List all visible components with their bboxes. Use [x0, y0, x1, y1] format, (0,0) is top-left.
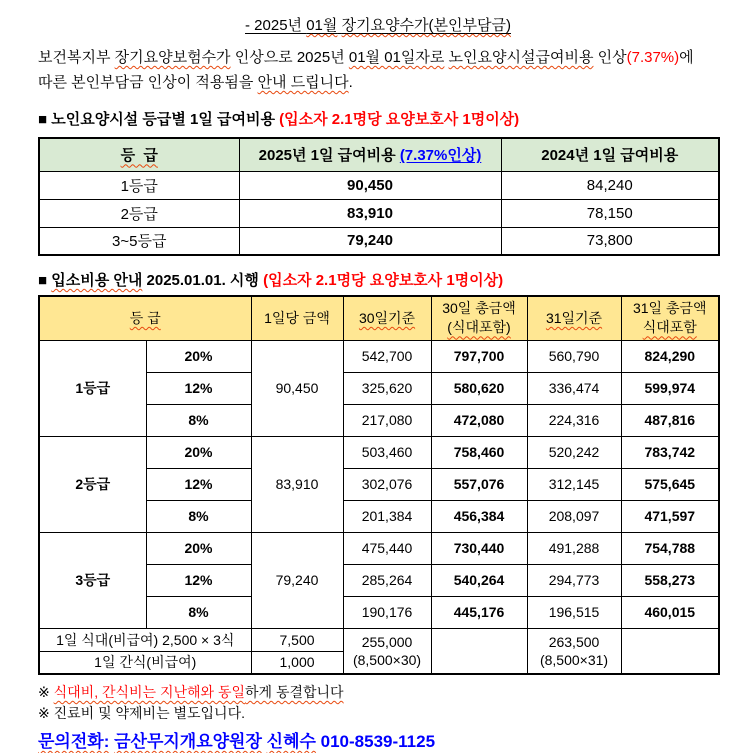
- note-meal-freeze: ※ 식대비, 간식비는 지난해와 동일하게 동결합니다: [38, 684, 344, 700]
- total-30day-cell: 445,176: [431, 596, 527, 628]
- document-title-text: - 2025년 01월 장기요양수가(본인부담금): [245, 17, 511, 34]
- copay-rate-cell: 12%: [146, 372, 251, 404]
- column-header-31day: 31일기준: [527, 296, 621, 340]
- total-31day-cell: 599,974: [621, 372, 719, 404]
- total-31day-cell: 575,645: [621, 468, 719, 500]
- cost-30day-cell: 201,384: [343, 500, 431, 532]
- empty-cell: [621, 628, 719, 674]
- total-30day-cell: 456,384: [431, 500, 527, 532]
- table-row: [39, 436, 719, 468]
- grade-cell: 2등급: [39, 199, 239, 227]
- grade-cell: 3~5등급: [39, 227, 239, 255]
- copay-rate-cell: 20%: [146, 436, 251, 468]
- snack-label-cell: 1일 간식(비급여): [39, 651, 251, 674]
- cost-31day-cell: 520,242: [527, 436, 621, 468]
- copay-rate-cell: 12%: [146, 468, 251, 500]
- grade-cell: 2등급: [39, 436, 146, 532]
- cost-30day-cell: 302,076: [343, 468, 431, 500]
- copay-rate-cell: 8%: [146, 596, 251, 628]
- total-30day-cell: 472,080: [431, 404, 527, 436]
- total-31day-cell: 824,290: [621, 340, 719, 372]
- cost-31day-cell: 336,474: [527, 372, 621, 404]
- daily-fee-table: [38, 137, 720, 256]
- cost-31day-cell: 294,773: [527, 564, 621, 596]
- total-31day-cell: 558,273: [621, 564, 719, 596]
- table-row: [39, 340, 719, 372]
- cost-31day-cell: 491,288: [527, 532, 621, 564]
- admission-cost-table: [38, 295, 720, 675]
- table-header-row: [39, 296, 719, 340]
- total-30day-cell: 540,264: [431, 564, 527, 596]
- cost-30day-cell: 217,080: [343, 404, 431, 436]
- total-31day-cell: 471,597: [621, 500, 719, 532]
- note-medical-extra: ※ 진료비 및 약제비는 별도입니다.: [38, 705, 245, 721]
- total-31day-cell: 487,816: [621, 404, 719, 436]
- total-30day-cell: 758,460: [431, 436, 527, 468]
- empty-cell: [431, 628, 527, 674]
- intro-line-2: 따른 본인부담금 인상이 적용됨을 안내 드립니다.: [38, 74, 353, 91]
- meal-total-31day-cell: 263,500 (8,500×31): [527, 628, 621, 674]
- meal-price-cell: 7,500: [251, 628, 343, 651]
- meal-total-30day-cell: 255,000 (8,500×30): [343, 628, 431, 674]
- snack-price-cell: 1,000: [251, 651, 343, 674]
- per-day-amount-cell: 83,910: [251, 436, 343, 532]
- column-header-grade: 등 급: [39, 296, 251, 340]
- fee-2024-cell: 78,150: [501, 199, 719, 227]
- cost-31day-cell: 196,515: [527, 596, 621, 628]
- intro-paragraph: [38, 45, 718, 95]
- section1-heading: ■ 노인요양시설 등급별 1일 급여비용 (입소자 2.1명당 요양보호사 1명이상): [38, 111, 520, 128]
- intro-line-1: 보건복지부 장기요양보험수가 인상으로 2025년 01월 01일자로 노인요양시설급여비용 인상(7.37%)에: [38, 49, 694, 66]
- column-header-30day: 30일기준: [343, 296, 431, 340]
- table-row: [39, 227, 719, 255]
- total-30day-cell: 580,620: [431, 372, 527, 404]
- table-row: [39, 532, 719, 564]
- table-row: [39, 199, 719, 227]
- copay-rate-cell: 8%: [146, 500, 251, 532]
- fee-2025-cell: 79,240: [239, 227, 501, 255]
- column-header-2025: 2025년 1일 급여비용 (7.37%인상): [239, 138, 501, 171]
- copay-rate-cell: 12%: [146, 564, 251, 596]
- cost-30day-cell: 503,460: [343, 436, 431, 468]
- grade-cell: 3등급: [39, 532, 146, 628]
- copay-rate-cell: 20%: [146, 340, 251, 372]
- column-header-per-day: 1일당 금액: [251, 296, 343, 340]
- column-header-grade: 등 급: [39, 138, 239, 171]
- cost-31day-cell: 224,316: [527, 404, 621, 436]
- meal-label-cell: 1일 식대(비급여) 2,500 × 3식: [39, 628, 251, 651]
- fee-2025-cell: 90,450: [239, 171, 501, 199]
- table-header-row: [39, 138, 719, 171]
- per-day-amount-cell: 79,240: [251, 532, 343, 628]
- copay-rate-cell: 8%: [146, 404, 251, 436]
- cost-30day-cell: 285,264: [343, 564, 431, 596]
- cost-31day-cell: 560,790: [527, 340, 621, 372]
- cost-30day-cell: 475,440: [343, 532, 431, 564]
- fee-2024-cell: 84,240: [501, 171, 719, 199]
- total-30day-cell: 557,076: [431, 468, 527, 500]
- per-day-amount-cell: 90,450: [251, 340, 343, 436]
- column-header-30day-total: 30일 총금액 (식대포함): [431, 296, 527, 340]
- grade-cell: 1등급: [39, 340, 146, 436]
- column-header-31day-total: 31일 총금액 식대포함: [621, 296, 719, 340]
- cost-30day-cell: 542,700: [343, 340, 431, 372]
- contact-line: 문의전화: 금산무지개요양원장 신혜수 010-8539-1125: [38, 732, 436, 751]
- document-title: [38, 14, 718, 35]
- total-31day-cell: 460,015: [621, 596, 719, 628]
- table-row: [39, 171, 719, 199]
- total-30day-cell: 797,700: [431, 340, 527, 372]
- fee-2024-cell: 73,800: [501, 227, 719, 255]
- copay-rate-cell: 20%: [146, 532, 251, 564]
- grade-cell: 1등급: [39, 171, 239, 199]
- cost-31day-cell: 312,145: [527, 468, 621, 500]
- cost-31day-cell: 208,097: [527, 500, 621, 532]
- section2-heading: ■ 입소비용 안내 2025.01.01. 시행 (입소자 2.1명당 요양보호사 1명이상): [38, 272, 504, 289]
- total-31day-cell: 783,742: [621, 436, 719, 468]
- total-31day-cell: 754,788: [621, 532, 719, 564]
- increase-note: (7.37%인상): [399, 147, 482, 165]
- total-30day-cell: 730,440: [431, 532, 527, 564]
- column-header-2024: 2024년 1일 급여비용: [501, 138, 719, 171]
- cost-30day-cell: 325,620: [343, 372, 431, 404]
- cost-30day-cell: 190,176: [343, 596, 431, 628]
- table-row: [39, 628, 719, 651]
- fee-2025-cell: 83,910: [239, 199, 501, 227]
